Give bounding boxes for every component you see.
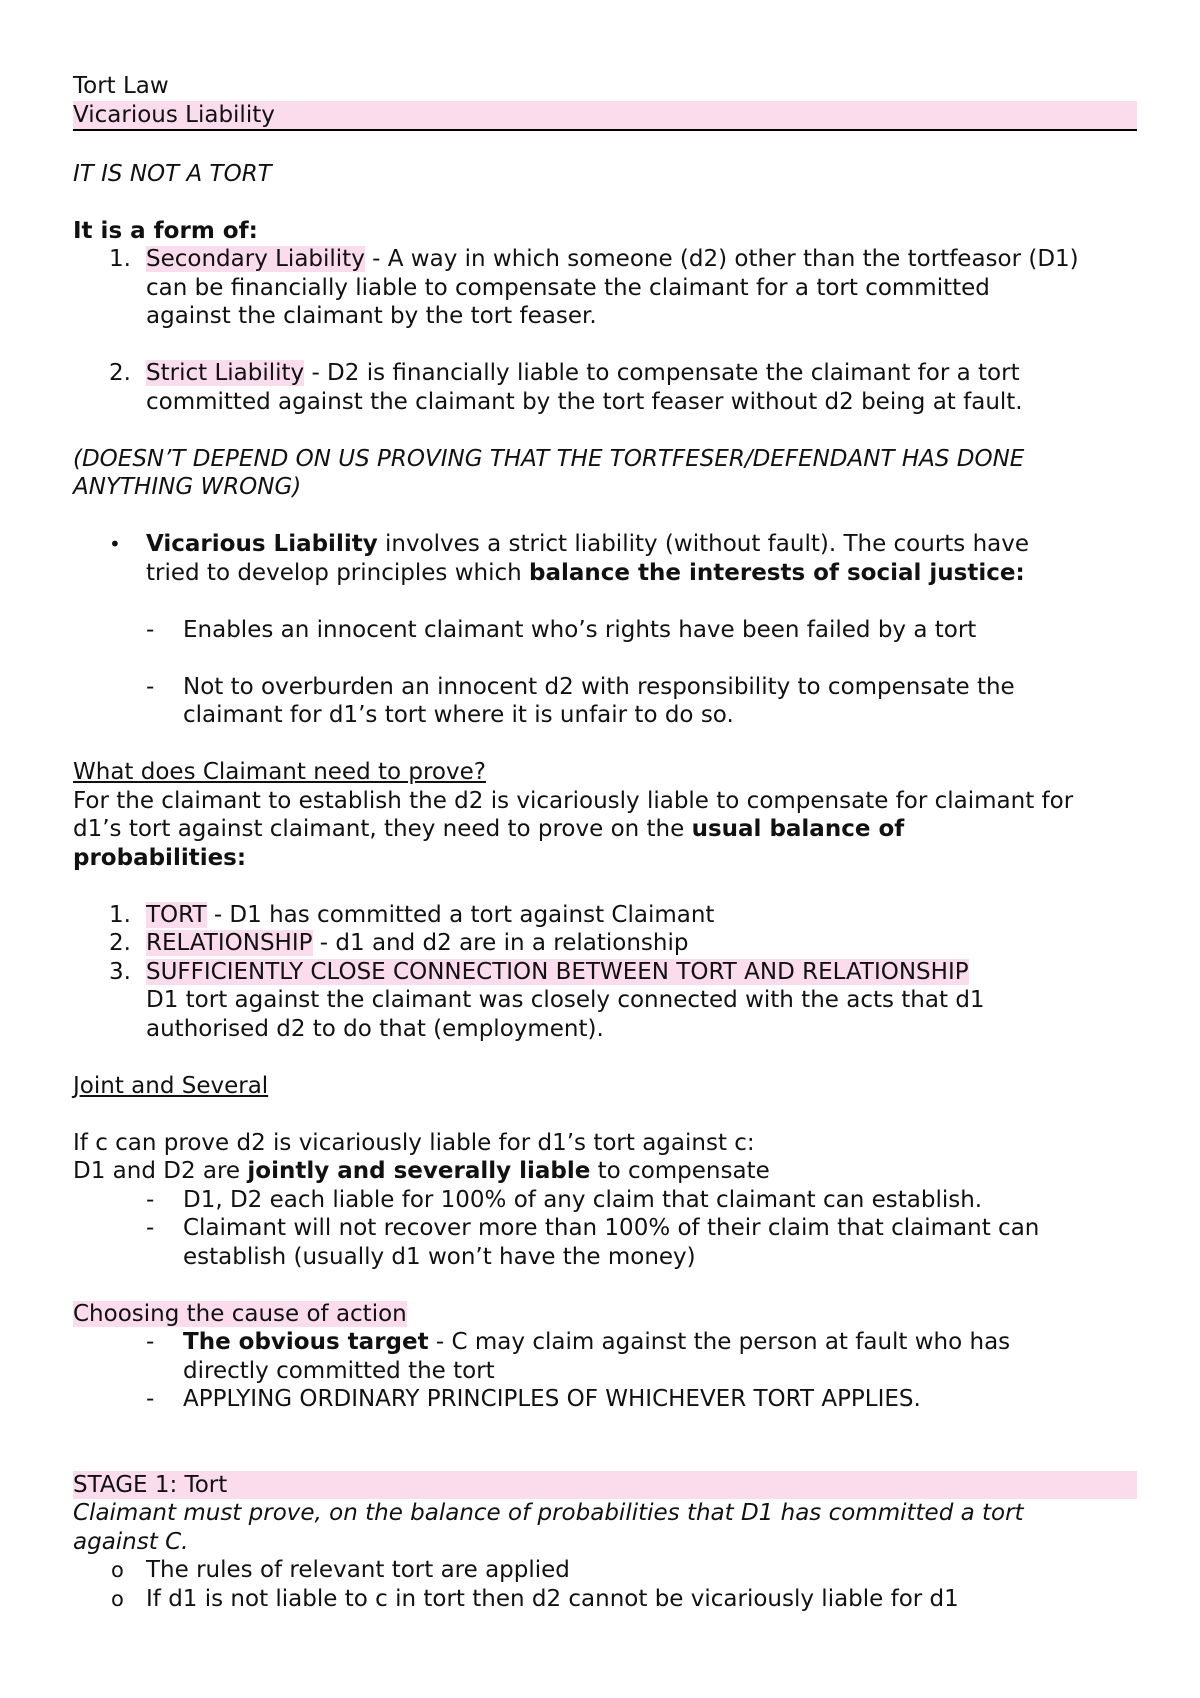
- form-item-secondary: [73, 245, 1137, 274]
- justice-point-text: Not to overburden an innocent d2 with responsibility to compensate the: [183, 673, 1015, 700]
- cause-point-text: APPLYING ORDINARY PRINCIPLES OF WHICHEVER TORT APPLIES.: [183, 1386, 921, 1412]
- prove-item-tort: [73, 901, 1137, 930]
- justice-point-text: claimant for d1’s tort where it is unfair to do so.: [183, 702, 734, 728]
- dash-icon: -: [146, 673, 155, 700]
- form-item-text: can be financially liable to compensate the claimant for a tort committed: [146, 274, 990, 301]
- form-item-text: - A way in which someone (d2) other than the tortfeasor (D1): [364, 246, 1079, 272]
- stage1-text: against C.: [73, 1528, 189, 1555]
- balance-term: usual balance of: [691, 816, 905, 842]
- cause-point-text: - C may claim against the person at fault who has: [428, 1329, 1011, 1355]
- list-number: 3.: [109, 958, 131, 985]
- stage1-point-text: The rules of relevant tort are applied: [146, 1557, 570, 1583]
- prove-item-relationship: [73, 929, 1137, 958]
- dash-icon: -: [146, 616, 155, 643]
- form-of-heading: It is a form of:: [73, 217, 258, 244]
- cause-point-text: directly committed the tort: [183, 1357, 495, 1384]
- cause-point: [73, 1328, 1137, 1357]
- stage1-point: [73, 1585, 1137, 1614]
- dash-icon: -: [146, 1186, 155, 1213]
- form-item-text: against the claimant by the tort feaser.: [146, 303, 597, 329]
- joint-text-part: D1 and D2 are: [73, 1158, 248, 1184]
- list-number: 2.: [109, 930, 131, 956]
- prove-heading: [73, 758, 1137, 787]
- bullet-text: involves a strict liability (without fault). The courts have: [377, 531, 1030, 557]
- vicarious-liability-term: Vicarious Liability: [146, 531, 378, 557]
- prove-text: For the claimant to establish the d2 is vicariously liable to compensate for claimant for: [73, 787, 1074, 814]
- fault-note: ANYTHING WRONG): [73, 474, 302, 500]
- not-a-tort-note: IT IS NOT A TORT: [73, 160, 272, 187]
- bullet-icon: •: [109, 532, 121, 556]
- stage1-heading-text: STAGE 1: Tort: [73, 1471, 1137, 1500]
- prove-item-text: - d1 and d2 are in a relationship: [312, 930, 689, 956]
- prove-item-text: authorised d2 to do that (employment).: [146, 1015, 604, 1042]
- joint-point-text: Claimant will not recover more than 100% of their claim that claimant can: [183, 1215, 1040, 1241]
- form-item-text: committed against the claimant by the tort feaser without d2 being at fault.: [146, 388, 1023, 415]
- probabilities-term: probabilities:: [73, 844, 247, 871]
- term-tort: TORT: [146, 901, 207, 928]
- joint-text: If c can prove d2 is vicariously liable for d1’s tort against c:: [73, 1129, 755, 1156]
- prove-text-part: d1’s tort against claimant, they need to prove on the: [73, 816, 692, 842]
- stage1-point-text: If d1 is not liable to c in tort then d2 cannot be vicariously liable for d1: [146, 1585, 959, 1612]
- document-page: [73, 72, 1137, 1613]
- prove-heading-text: What does Claimant need to prove?: [73, 759, 486, 785]
- joint-heading-text: Joint and Several: [73, 1072, 269, 1099]
- dash-icon: -: [146, 1329, 155, 1355]
- joint-point: [73, 1186, 1137, 1215]
- topic-heading: [73, 101, 1137, 132]
- bullet-text: tried to develop principles which: [146, 559, 530, 586]
- cause-heading-text: Choosing the cause of action: [73, 1300, 407, 1327]
- justice-point: [73, 673, 1137, 702]
- obvious-target-term: The obvious target: [183, 1329, 429, 1355]
- cause-heading: [73, 1300, 1137, 1329]
- circle-bullet-icon: o: [111, 1586, 124, 1611]
- course-title: Tort Law: [73, 73, 169, 99]
- term-secondary-liability: Secondary Liability: [146, 246, 365, 272]
- stage1-heading: [73, 1471, 1137, 1500]
- topic-heading-text: Vicarious Liability: [73, 101, 1137, 130]
- stage1-point: [73, 1556, 1137, 1585]
- bullet-text-cont: [73, 559, 1137, 588]
- prove-item-connection: [73, 958, 1137, 987]
- prove-item-text: D1 tort against the claimant was closely connected with the acts that d1: [146, 987, 985, 1013]
- dash-icon: -: [146, 1215, 155, 1241]
- list-number: 2.: [109, 360, 131, 386]
- justice-point: [73, 616, 1137, 645]
- term-relationship: RELATIONSHIP: [146, 930, 313, 956]
- form-item-strict: [73, 359, 1137, 388]
- joint-heading: [73, 1072, 1137, 1101]
- term-strict-liability: Strict Liability: [146, 360, 305, 386]
- social-justice-term: balance the interests of social justice:: [529, 559, 1025, 586]
- list-number: 1.: [109, 246, 131, 272]
- joint-text-part: to compensate: [590, 1158, 770, 1184]
- fault-note: (DOESN’T DEPEND ON US PROVING THAT THE TORTFESER/DEFENDANT HAS DONE: [73, 445, 1025, 472]
- joint-text: [73, 1157, 1137, 1186]
- form-item-text: - D2 is financially liable to compensate the claimant for a tort: [304, 360, 1020, 386]
- stage1-text: Claimant must prove, on the balance of probabilities that D1 has committed a tort: [73, 1500, 1024, 1526]
- joint-point-text: D1, D2 each liable for 100% of any claim that claimant can establish.: [183, 1186, 983, 1213]
- prove-item-text: - D1 has committed a tort against Claimant: [206, 901, 715, 928]
- jointly-severally-term: jointly and severally liable: [247, 1158, 591, 1184]
- prove-text: [73, 815, 1137, 844]
- circle-bullet-icon: o: [111, 1558, 124, 1582]
- vicarious-liability-bullet: [73, 530, 1137, 559]
- joint-point: [73, 1214, 1137, 1243]
- joint-point-text: establish (usually d1 won’t have the money): [183, 1243, 696, 1270]
- cause-point: [73, 1385, 1137, 1414]
- term-close-connection: SUFFICIENTLY CLOSE CONNECTION BETWEEN TORT AND RELATIONSHIP: [146, 958, 969, 985]
- list-number: 1.: [109, 901, 131, 928]
- dash-icon: -: [146, 1386, 155, 1412]
- justice-point-text: Enables an innocent claimant who’s rights have been failed by a tort: [183, 616, 977, 643]
